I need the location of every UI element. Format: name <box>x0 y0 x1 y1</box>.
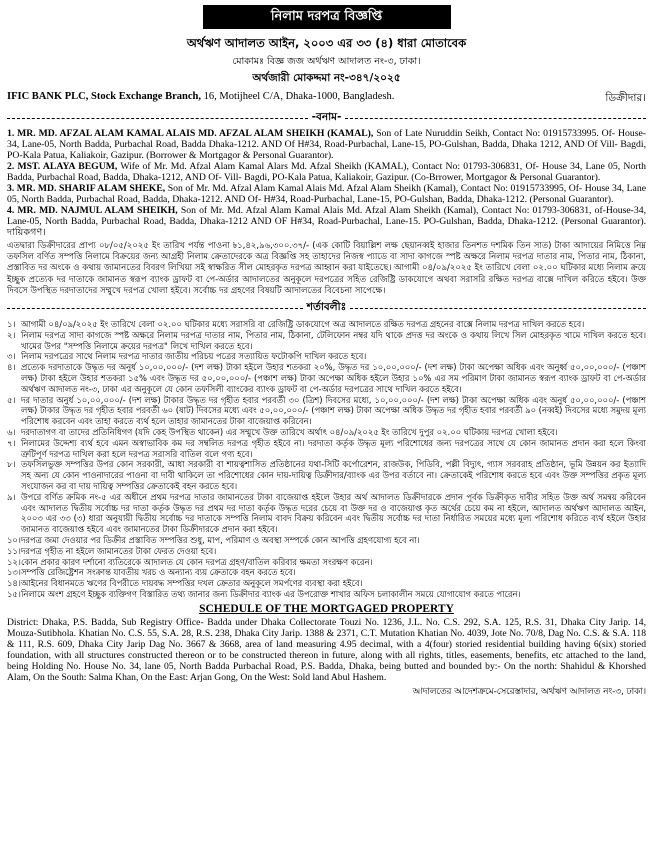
defendant-details: Son of Mr. Md. Afzal Alam Kamal Alais Md. Afzal Alam Sheikh (Kamal), Contact No: 01793-306831, of-House-34, Lane-05, North Badda, Purbachal Road, Badda, Dhaka-1212 AND OF H#34, Road-Purbachal, Lane-15. PO-Gulshan, Badda, Dhaka-1212. (Personal Guarantor). <box>7 205 647 227</box>
defendant-name: 3. MR. MD. SHARIF ALAM SHEKE, <box>7 183 166 194</box>
condition-item <box>7 589 646 600</box>
defendants-list <box>7 128 646 238</box>
condition-number: ৬। <box>7 426 16 437</box>
condition-item <box>7 438 646 460</box>
condition-number: ১২। <box>7 556 21 567</box>
condition-number: ১৩। <box>7 567 21 578</box>
court-line: মোকামঃ বিজ্ঞ জজ অর্থঋণ আদালত নং-৩, ঢাকা। <box>232 56 421 67</box>
condition-number: ৩। <box>7 351 16 362</box>
schedule-title: SCHEDULE OF THE MORTGAGED PROPERTY <box>199 602 454 615</box>
condition-item <box>7 567 646 578</box>
condition-text: দরপত্র গৃহীত না হইলে জামানতের টাকা ফেরত দেওয়া হবে। <box>21 545 217 556</box>
condition-item <box>7 459 646 491</box>
condition-item <box>7 492 646 535</box>
condition-text: দর দাতার অনুর্ধ ১০,০০,০০০/- (দশ লক্ষ) টাকার উদ্ধৃত দর গৃহীত হবার পরবর্তী ৩০ (ত্রিশ) দিবসের মধ্যে, ১০,০০,০০০/- (দশ লক্ষ) টাকা অপেক্ষা অধিক এবং অনুর্ধ ৫০,০০,০০০/- (পঞ্চাশ লক্ষ) টাকার উদ্ধৃত দর গৃহীত হবার পরবর্তী ৬০ (ষাট) দিবসের মধ্যে এবং ৫০,০০,০০০/- (পঞ্চাশ লক্ষ) টাকা অপেক্ষা অধিক উদ্ধৃত দর গৃহীত হবার পরবর্তী ৯০ (নব্বই) দিবসের মধ্যে সমুদয় মূল্য পরিশোধ করবেন এবং তাহা করতে ব্যর্থ হলে তাহার জামানতের টাকা বাজেয়াপ্ত করিবেন। <box>21 394 646 427</box>
condition-number: ৫। <box>7 394 16 405</box>
defendant-name: 4. MR. MD. NAJMUL ALAM SHEIKH, <box>7 205 178 216</box>
defendant-details: Son of Late Nuruddin Seikh, Contact No: 01915733995. Of- House-34, Lane-05, North Badda, Purbachal Road, Badda Dhaka-1212. AND Of H#34, Road-Purbachal, Lane-15, PO-Gulshan, Badda, Dhaka 1212, AND Of Vill- Bagdi, PO-Kala Patua, Kaliakoir, Gazipur. (Borrower & Mortgagor & Personal Guarantor). <box>7 128 646 161</box>
condition-number: ৮। <box>7 459 16 470</box>
notice-intro: এতদ্বারা ডিক্রীদারের প্রাপ্য ০৮/০৫/২০২৫ ইং তারিখ পর্যন্ত পাওনা ৳১,৪২,৯৬,৩০০.৩৭/- (এক কোটি বিয়াল্লিশ লক্ষ ছেয়ানব্বই হাজার তিনশত দশমিক তিন সাত) টাকা আদায়ের নিমিত্তে নিম্ন তফসিল বর্ণিত সম্পত্তি নিলামে বিক্রয়ের জন্য আগ্রহী নিলাম ক্রেতাদেরকে অত্র বিজ্ঞপ্তি সহ তাহাদের নিজস্ব প্যাডে বা সাদা কাগজে স্পষ্ট অক্ষরে নিলাম দরপত্র দাতার নাম, পিতার নাম, ঠিকানা, প্রস্তাবিত দর অংকে ও কথায় জামানতের বিবরণ লিখিয়া সই স্বাক্ষরিত সীল মোহরকৃত দরপত্র আহ্বান করা যাইতেছে। আগামী ০৪/০৯/২০২৫ ইং তারিখে বেলা ০২.০০ ঘটিকার মধ্যে নিলাম ক্রয়ে ইচ্ছুক প্রত্যেক দর দাতাকে জামানত স্বরূপ ব্যাংক ড্রাফট বা পে-অর্ডার আদালতের অনুকূলে দরপত্রের সহিত রেজিষ্ট্রি ডাকযোগে অথবা সরাসরি রক্ষিত দরপত্র বাক্সে দাখিল করিতে হইবে। উক্ত দিবসে উপস্থিত দরদাতাদের সম্মুখে দরপত্র খোলা হইবে। সর্বোচ্চ দর গ্রহণের বিষয়টি আদালতের বিবেচনা সাপেক্ষে। <box>7 241 646 296</box>
versus-divider <box>7 110 646 127</box>
plaintiff-role: ডিক্রীদার। <box>605 93 646 104</box>
plaintiff-info <box>7 91 394 108</box>
condition-text: আগামী ০৪/০৯/২০২৫ ইং তারিখে বেলা ০২.০০ ঘটিকার মধ্যে সরাসরি বা রেজিষ্ট্রি ডাকযোগে অত্র আদালতে রক্ষিত দরপত্র গ্রহনের বাক্সে নিলাম দরপত্র দাখিল করতে হবে। <box>21 319 585 330</box>
schedule-text: District: Dhaka, P.S. Badda, Sub Registry Office- Badda under Dhaka Collectorate Touzi No. 1236, J.L. No. C.S. 292, S.A. 125, R.S. 31, Dhaka City Jarip. 14, Mouza-Sutibhola. Khatian No. C.S. 55, S.A. 28, R.S. 238, Dhaka City Jarip. 1388 & 2371, C.T. Mutation Khatian No. 4039, Jote No. 70/8, Dag No. C.S. & S.A. 118 & 111, R.S. 609, Dhaka City Jarip Dag No. 3667 & 3668, area of land measuring 4.95 decimal, with a 4(four) storied residential building having 6(six) storied foundation, with all structures constructed thereon or to be constructed thereon in future, along with all rights, titles, easements, benefits, etc attached to the land, being Holding No. House No. 34, lane 05, North Badda Purbachal Road, P.S. Badda, Dhaka, being butted and bounded by:- On the north: Shahidul & Khorshed Alam, On the South: Salma Khan, On the East: Arjan Gong, On the West: Sold land Abul Hashem. <box>7 616 646 683</box>
condition-item <box>7 546 646 557</box>
notice-title: নিলাম দরপত্র বিজ্ঞপ্তি <box>203 5 451 29</box>
plaintiff-name: IFIC BANK PLC, Stock Exchange Branch, <box>7 91 201 102</box>
condition-number: ২। <box>7 329 16 340</box>
defendant-name: 1. MR. MD. AFZAL ALAM KAMAL ALAIS MD. AFZAL ALAM SHEIKH (KAMAL), <box>7 128 374 139</box>
condition-item <box>7 535 646 546</box>
condition-text: নিলামের উদ্দেশ্য ব্যর্থ হবে এমন অস্বাভাবিক কম দর সম্বলিত দরপত্র গৃহীত হইবে না। দরদাতা কর্তৃক উদ্ধৃত মূল্য পরিশোধের জন্য দরপত্রের সাথে যে কোন জামানত প্রদান করা হলে কিংবা ত্রুটিপূর্ণ দরপত্র দাখিল করা হলে দরপত্র সরাসরি বাতিল বলে গণ্য হবে। <box>21 437 646 459</box>
condition-text: নিলামে অংশ গ্রহণে ইচ্ছুক ব্যক্তিগণ বিস্তারিত তথ্য জানার জন্য ডিক্রীদার ব্যাংক এর উপরোক্ত শাখার অফিস চলাকালীন সময়ে যোগাযোগ করতে পারেন। <box>21 588 521 599</box>
condition-number: ১। <box>7 319 16 330</box>
defendant-details: Son of Mr. Md. Afzal Alam Kamal Alais Md. Afzal Alam Sheikh (Kamal), Contact No: 01915733995, Of- House 34, Lane 05, North Badda, Purbachal Road, Badda, Dhaka-1212. AND Of- H#34, Road-Purbachal, Lane-15, PO-Gulshan, Badda, Dhaka-1212. (Personal Guarantor). <box>7 183 646 205</box>
divider-line <box>345 118 646 119</box>
condition-item <box>7 319 646 330</box>
court-signature: আদালতের আদেশক্রমে-সেরেস্তাদার, অর্থঋণ আদালত নং-৩, ঢাকা। <box>412 686 646 697</box>
condition-number: ৯। <box>7 491 16 502</box>
condition-text: নিলাম দরপত্রের সাথে নিলাম দরপত্র দাতার জাতীয় পরিচয় পত্রের সত্যায়িত ফটোকপি দাখিল করতে হবে। <box>21 351 367 362</box>
condition-item <box>7 351 646 362</box>
divider-line <box>350 308 646 309</box>
defendant-item <box>7 128 646 161</box>
plaintiff-address: 16, Motijheel C/A, Dhaka-1000, Bangladesh. <box>200 91 395 102</box>
versus-label: -বনাম- <box>311 111 342 123</box>
condition-text: সম্পত্তি রেজিষ্ট্রেশন সংক্রান্ত যাবতীয় খরচ ও অন্যান্য ব্যয় ক্রেতাকে বহন করতে হবে। <box>21 567 296 578</box>
condition-text: প্রত্যেক দরদাতাকে উদ্ধৃত দর অনুর্ধ ১০,০০,০০০/- (দশ লক্ষ) টাকা হইলে উহার শতকরা ২০%, উদ্ধৃত দর ১০,০০,০০০/- (দশ লক্ষ) টাকা অপেক্ষা অধিক এবং অনুর্ধ্ব ৫০,০০,০০০/- (পঞ্চাশ লক্ষ) টাকা হইলে উহার শতকরা ১৫% এবং উদ্ধৃত দর ৫০,০০,০০০/- (পঞ্চাশ লক্ষ) টাকা অপেক্ষা অধিক হইলে উহার ১০% এর সম পরিমাণ টাকা জামানত স্বরূপ ব্যাংক ড্রাফট বা পে-অর্ডার অর্থঋণ আদালত নং-৩, ঢাকা এর অনুকূলে যে কোন তফসিলী ব্যাংকের ব্যাংক ড্রাফট বা পে-অর্ডার দরপত্রের সাথে দাখিল করতে হইবে। <box>21 362 646 394</box>
condition-item <box>7 362 646 394</box>
condition-number: ১৫। <box>7 588 21 599</box>
conditions-list <box>7 319 646 600</box>
condition-item <box>7 330 646 352</box>
condition-item <box>7 578 646 589</box>
defendant-item <box>7 205 646 238</box>
condition-number: ১৪। <box>7 578 21 589</box>
plaintiff-line <box>5 91 648 108</box>
condition-number: ১১। <box>7 545 21 556</box>
act-line: অর্থঋণ আদালত আইন, ২০০৩ এর ৩৩ (৪) ধারা মোতাবেক <box>186 36 467 50</box>
condition-number: ৭। <box>7 437 16 448</box>
condition-number: ৪। <box>7 362 16 373</box>
defendants-role: দায়িকগণ। <box>7 227 46 238</box>
condition-item <box>7 427 646 438</box>
condition-item <box>7 395 646 427</box>
condition-text: উপরে বর্ণিত ক্রমিক নং-৫ এর অধীনে প্রথম দরপত্র দাতার জামানতের টাকা বাজেয়াপ্ত হইলে উহার অর্থ আদালত ডিক্রীদারকে প্রদান পূর্বক ডিক্রীকৃত দাবীর সহিত উক্ত অর্থ সমন্বয় করিবেন এবং আদালত দ্বিতীয় সর্বোচ্চ দর দাতা কর্তৃক উদ্ধৃত দর প্রথম দর দাতা কর্তৃক উদ্ধৃত দরের চেয়ে বা উক্ত দর ও বাজেয়াপ্ত কৃত অর্থের চেয়ে কম না হইলে, আদালত অর্থঋণ আদালত আইন, ২০০৩ এর ৩৩ (৩) ধারা অনুযায়ী দ্বিতীয় সর্বোচ্চ দর দাতাকে সম্পত্তি নিলাম বাবদ বিক্রয় করিবেন এবং দ্বিতীয় সর্বোচ্চ দর দাতা নির্ধারিত সময়ের মধ্যে মূল্য পরিশোধ করিতে ব্যর্থ হইলে উহার জামানত বাজেয়াপ্ত হইবে এবং জামানতের টাকা ডিক্রীদারকে প্রদান করা হইবে। <box>21 491 646 535</box>
defendant-name: 2. MST. ALAYA BEGUM, <box>7 161 118 172</box>
divider-line <box>7 118 308 119</box>
condition-text: তফসিলভুক্ত সম্পত্তির উপর কোন সরকারী, আধা সরকারী বা শায়ত্বশাসিত প্রতিষ্ঠানের যথা-সিটি কর্পোরেশন, রাজউক, পিডিবি, পল্লী বিদ্যুৎ, গ্যাস সরবরাহ প্রতিষ্ঠান, ভূমি উন্নয়ন কর ইত্যাদি সহ অন্য যে কোন পাওনাদারের পাওনা বা দাবী থাকিলে তা পরিশোধের কোন দায়-দায়িত্ব ডিক্রীদার/ব্যাংক এর উপর বর্তাবে না। ক্রেতাকেই পরিশোধ করতে হবে এবং উক্ত সম্পত্তির প্রকৃত মূল্য সংযোজন কর বা দায় দায়িত্ব সম্পত্তির ক্রেতাকেই বহন করতে হবে। <box>21 459 646 491</box>
case-number: অর্থজারী মোকদ্দমা নং-৩৪৭/২০২৫ <box>252 72 401 84</box>
condition-text: নিলাম দরপত্র সাদা কাগজে স্পষ্ট অক্ষরে নিলাম দরপত্র দাতার নাম, পিতার নাম, ঠিকানা, টেলিফোন নম্বর যদি থাকে প্রদত্ত দর অংকে ও কথায় লিখে সিল মোহরকৃত খামে দাখিল করতে হবে। খামের উপর "সম্পত্তি নিলামে ক্রয়ের দরপত্র" লিখে দাখিল করতে হবে। <box>21 329 646 351</box>
conditions-divider <box>7 300 646 317</box>
defendant-details: Wife of Mr. Md. Afzal Alam Kamal Alars Md. Afzal Sheikh (KAMAL), Contact No: 01793-306831, Of- House 34, Lane 05, North Badda, Purbachal Road, Badda, Dhaka-1212, AND Of- Vill- Bagdi, PO-Kala Patua, Kaliakoir, Gazipur. (Co-Brrower, Mortgagor & Personal Guarantor). <box>7 161 647 183</box>
defendant-item <box>7 161 646 183</box>
divider-line <box>7 308 303 309</box>
conditions-title: শর্তাবলীঃ <box>306 301 347 314</box>
condition-text: কোন প্রকার কারণ দর্শানো ব্যতিরেকে আদালত যে কোন দরপত্র গ্রহণ/বাতিল করিবার ক্ষমতা সংরক্ষণ করেন। <box>21 556 373 567</box>
condition-text: দরপত্র জমা দেওয়ার পর ডিক্রীর প্রস্তাবিত সম্পত্তির শুধু, মাপ, পরিমাণ ও অবস্থা সম্পর্কে কোন আপত্তি গ্রহণযোগ্য হবে না। <box>21 534 420 545</box>
condition-text: দরদাতাগণ বা তাদের প্রতিনিধিগণ (যদি কেহ উপস্থিত থাকেন) এর সম্মুখে উক্ত তারিখে অর্থাৎ ০৪/০৯/২০২৫ ইং তারিখে দুপুর ০২.০০ ঘটিকায় দরপত্র খোলা হইবে। <box>21 426 558 437</box>
condition-number: ১০। <box>7 534 21 545</box>
condition-text: আইনের বিধানমতে ঋণের বিপরীতে দায়বদ্ধ সম্পত্তির দখল ক্রেতার অনুকূলে সমর্পণের ব্যবস্থা করা হইবে। <box>21 578 363 589</box>
notice-page <box>5 5 648 848</box>
condition-item <box>7 557 646 568</box>
defendant-item <box>7 183 646 205</box>
